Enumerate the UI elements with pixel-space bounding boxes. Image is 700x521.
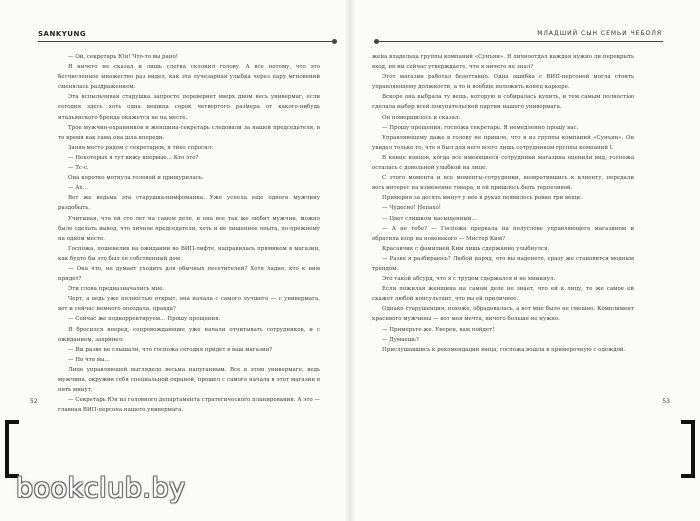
left-paragraph: — Но что вы… bbox=[68, 356, 110, 363]
right-paragraph: Примерно за десять минут у нее в руках появилось ровно три вещи. bbox=[382, 195, 582, 202]
right-paragraph: С этого момента и все моменты-сотрудники, возвратившись к клиенту, передали весь интерес на изменение товара, и ей пришлось быть терпеливой. bbox=[372, 175, 634, 192]
left-paragraph: Лицо управляющей выглядело весьма напуганным. Все в этом универмаге, ведь мужчина, окружив себя специальной охраной, прошел с самого начала в этот магазин в пять минут. bbox=[58, 366, 320, 394]
right-paragraph: Красавчик с фамилией Ким лишь сдержанно улыбнулся. bbox=[382, 245, 550, 252]
left-paragraph: Вот же ведьма эта старушка-нимфоманка. Уже успела еще одного мужчину раздобыть. bbox=[58, 195, 320, 212]
right-page-text bbox=[372, 52, 634, 355]
page-number-left: 52 bbox=[30, 398, 38, 405]
right-paragraph: Управляющему даже в голову не пришло, что я из группы компаний «Сунъян». Он увидел только то, что я был для него всего лишь сотрудником группы компаний I. bbox=[372, 134, 634, 151]
left-paragraph: Трое мужчин-охранников и женщина-секретарь следовали за нашей председателя, в то время как сама она шла впереди. bbox=[58, 124, 320, 141]
left-paragraph: Госпожа, пошевелив на ожидании во ВИП-лифте, направилась прямиком в магазин, как будто бы это был ее собственный дом. bbox=[58, 245, 320, 262]
right-paragraph: — Прошу прощения, госпожа секретарь. Я немедленно прошу вас. bbox=[382, 124, 579, 131]
right-paragraph: Он поморщилось и сказал: bbox=[382, 114, 461, 121]
book-gutter bbox=[344, 0, 356, 521]
left-corner-bracket-icon bbox=[5, 420, 19, 478]
left-paragraph: — Секретарь Юн из головного департамента стратегического планирования. А это — главная ВИП-персона нашего универмага. bbox=[58, 397, 320, 414]
left-paragraph: — Ах… bbox=[68, 185, 89, 192]
right-paragraph: В конце концов, когда все имеющиеся сотрудники магазина оценили вид, госпожа осталась с довольной улыбкой на лице. bbox=[372, 154, 634, 172]
left-paragraph: — Тс-с. bbox=[68, 165, 89, 172]
left-paragraph: Заняв место рядом с секретарем, я тихо спросил: bbox=[68, 144, 214, 151]
right-paragraph: жена владельца группы компаний «Сунъян». Я личноотдал каждая нужно ли перекрыть вход, но вы сейчас утверждаете, что я ничего не знал? bbox=[372, 54, 634, 71]
left-paragraph: — Ой, секретарь Юн! Что-то вы рано! bbox=[68, 54, 179, 60]
right-paragraph: — Думаешь? bbox=[382, 336, 419, 343]
right-paragraph: — Примерьте же. Уверен, вам пойдет! bbox=[382, 326, 495, 333]
right-paragraph: Этот магазин работал безоттавно. Одна ошибка с ВИП-персоной могла стоить управляющему должности, а то и вообще положить конец карьере. bbox=[372, 74, 634, 91]
right-paragraph: — Цвет слишком насыщенный… bbox=[382, 215, 477, 222]
right-paragraph: Вскоре она выбрала ту вещь, которую и собиралась купить, и тем самым полностью сделала выбор всей покупательской партии нашего универмага. bbox=[372, 94, 634, 111]
right-corner-bracket-icon bbox=[681, 420, 695, 478]
right-paragraph: Однако старушенция, похоже, обрадовалась, а вот мне было не смешно. Комплимент красивого мужчины — вот моя мечта, ничего больше не нужно. bbox=[372, 306, 634, 323]
left-paragraph: Учитывая, что ей сто лет на самом деле, и она все так же любит мужчин, можно было сделать вывод, что личное председатели, хоть и не лишенное опыта, по-прежнему на одном месте. bbox=[58, 215, 320, 242]
page-number-right: 53 bbox=[662, 398, 670, 405]
running-head-right: МЛАДШИЙ СЫН СЕМЬИ ЧЕБОЛЯ bbox=[537, 30, 662, 37]
right-paragraph: Это такой абсурд, что я с трудом сдержался и не хмыкнул. bbox=[382, 276, 556, 283]
header-rule-left bbox=[38, 41, 333, 42]
right-paragraph: — Разве я разбираюсь? Любой наряд, что вы наденете, сразу же становится модным трендом. bbox=[372, 255, 634, 272]
left-paragraph: Она коротко мотнула головой и прищурилась. bbox=[68, 175, 204, 182]
left-paragraph: Эти слова предназначались мне. bbox=[68, 286, 165, 293]
right-paragraph: — А не тебе? — Госпожа прервала на полуслове управляющего магазином и обратила взор на новенького — Мистер Ким? bbox=[372, 225, 634, 242]
watermark-text: bookclub.by bbox=[16, 473, 186, 504]
left-paragraph: Черт, а ведь уже полностью открыт, она начала с самого лучшего — с универмага, вот и сейчас немного опоздала, правда? bbox=[58, 296, 320, 313]
running-head-left: SANKYUNG bbox=[38, 30, 87, 38]
left-paragraph: Я бросился вперед, сопровождающие уже начали отчитывать сотрудников, и с ожиданием, захрипел: bbox=[58, 326, 320, 343]
left-paragraph: — Она что, не думает уходить для обычных посетителей? Хотя ладно, кто к ним придет? bbox=[58, 265, 320, 283]
left-paragraph: — Сейчас же подкорректируем… Прошу прощения. bbox=[68, 316, 221, 323]
left-page-text bbox=[58, 52, 320, 415]
right-paragraph: — Чудесно! Непахо! bbox=[382, 205, 442, 212]
left-paragraph: — Вы разве не слышали, что госпожа сегодня придет в ваш магазин? bbox=[68, 346, 273, 353]
left-paragraph: Эта вспыльчивая старушка запросто перевернет вверх дном весь универмаг, если сегодня здесь хоть одна вещица сорок четвертого размера от какого-нибудь итальянского бренда окажется не на месте. bbox=[58, 94, 320, 121]
header-rule-right bbox=[378, 41, 663, 42]
left-paragraph: — Некоторых я тут вижу впервые… Кто это? bbox=[68, 154, 199, 161]
left-paragraph: Я ничего не сказал и лишь слегка склонил голову. А все потому, что это бесчисленное множество раз видел, как эта лучезарная улыбка через пару мгновений сменялась раздражением. bbox=[58, 64, 320, 91]
right-paragraph: Прислушавшись к рекомендации юнца, госпожа вошла в примерочную с одеждой. bbox=[382, 346, 626, 353]
right-paragraph: Если пожилая женщина на самом деле не знает, что ей к лицу, то же самое ей скажет любой консультант, что вы ей приличнее. bbox=[372, 286, 634, 303]
